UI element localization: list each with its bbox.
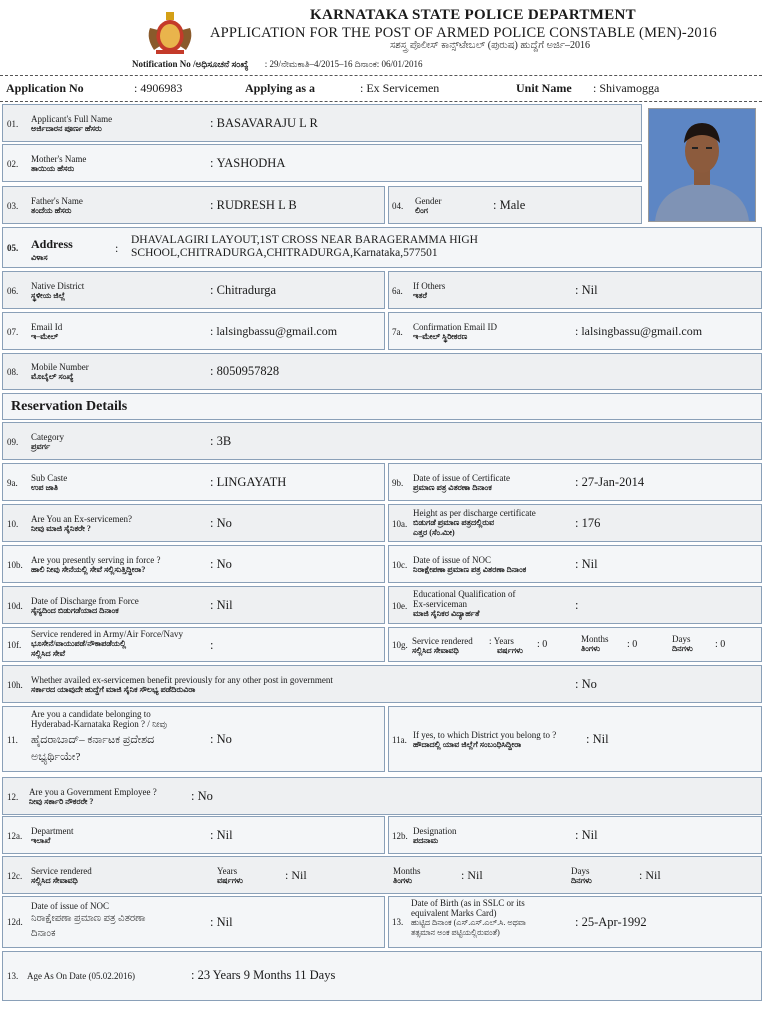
hk-district-value: : Nil (586, 732, 609, 746)
field-label (31, 114, 112, 134)
field-label-kn: ಹಾಲಿ ನೀವು ಸೇನೆಯಲ್ಲಿ ಸೇವೆ ಸಲ್ಲಿಸುತ್ತಿದ್ದೀರಾ? (31, 565, 146, 574)
divider (0, 101, 762, 102)
field-label-kn: ತಂದೆಯ ಹೆಸರು (31, 206, 72, 215)
applicant-name-value: : BASAVARAJU L R (210, 116, 318, 130)
field-label-kn: ಎತ್ತರ (ಸೆಂ.ಮೀ) (413, 528, 455, 537)
email-value: : lalsingbassu@gmail.com (210, 324, 338, 338)
unit-name-label: Unit Name (516, 81, 572, 95)
field-label-en: Gender (415, 196, 442, 206)
if-others-value: : Nil (575, 283, 598, 297)
months: 0 (632, 639, 638, 650)
field-row-mobile (2, 353, 762, 390)
field-label-kn-block (31, 911, 146, 941)
if-others: Nil (581, 283, 598, 297)
mother-name-value: : YASHODHA (210, 156, 286, 170)
field-row-address (2, 227, 762, 268)
field-label (29, 787, 157, 807)
field-label-kn: ನೀವು ಸರ್ಕಾರಿ ನೌಕರರೇ ? (29, 797, 94, 806)
availed-benefit: No (581, 677, 597, 691)
days-label (571, 866, 592, 886)
field-label (31, 629, 183, 659)
field-row-gender (388, 186, 642, 224)
sub-caste: LINGAYATH (216, 475, 287, 489)
days-label (672, 634, 693, 654)
years-value: : 0 (537, 639, 548, 650)
field-number: 08. (7, 367, 19, 377)
field-label (31, 596, 139, 616)
field-row-native-district (2, 271, 385, 309)
field-label (31, 866, 92, 886)
field-number: 11a. (392, 735, 407, 745)
field-number: 05. (7, 243, 19, 253)
govt-months: Nil (467, 868, 483, 882)
confirm-email-value: : lalsingbassu@gmail.com (575, 324, 703, 338)
field-row-mother-name (2, 144, 642, 182)
hyderabad-karnataka: No (216, 732, 232, 746)
field-number: 01. (7, 119, 19, 129)
field-number: 03. (7, 201, 19, 211)
discharge-date-value: : Nil (210, 598, 233, 612)
field-label-en: Designation (413, 826, 457, 836)
days: 0 (720, 639, 726, 650)
availed-benefit-value: : No (575, 677, 597, 691)
field-label-kn: ಅಭ್ಯರ್ಥಿಯೇ? (31, 751, 81, 763)
designation-value: : Nil (575, 828, 598, 842)
notification-value: : 29/ನೇಮಕಾತಿ–4/2015–16 ದಿನಾಂಕ: 06/01/2016 (264, 59, 423, 69)
days-value: : 0 (715, 639, 726, 650)
application-title: APPLICATION FOR THE POST OF ARMED POLICE CONSTABLE (MEN)-2016 (210, 25, 717, 41)
native-district: Chitradurga (216, 283, 277, 297)
field-label-kn: ನೀವು ಮಾಜಿ ಸೈನಿಕರೇ ? (31, 524, 91, 533)
govt-years-value: : Nil (285, 868, 307, 882)
field-label-en: Are you presently serving in force ? (31, 555, 161, 565)
field-label-kn: ತತ್ಸಮಾನ ಅಂಕ ಪಟ್ಟಿಯಲ್ಲಿರುವಂತೆ) (411, 928, 500, 937)
field-label (31, 154, 86, 174)
field-row-govt-service (2, 856, 762, 894)
field-label (31, 555, 160, 575)
application-title-kannada: ಸಶಸ್ತ್ರ ಪೊಲೀಸ್ ಕಾನ್ಸ್‌ಟೇಬಲ್ (ಪುರುಷ) ಹುದ್ದೆಗೆ ಅರ್ಜಿ–2016 (389, 40, 591, 51)
field-row-availed-benefit (2, 665, 762, 703)
notification-line (132, 59, 652, 70)
height: 176 (581, 516, 601, 530)
certificate-date: 27-Jan-2014 (581, 475, 645, 489)
application-no-label: Application No (6, 81, 84, 95)
discharge-date: Nil (216, 598, 233, 612)
field-number: 10b. (7, 560, 23, 570)
field-label (411, 898, 526, 938)
field-label (31, 322, 62, 342)
field-label-en: Applicant's Full Name (31, 114, 113, 124)
field-row-certificate-date (388, 463, 762, 501)
karnataka-emblem-icon (144, 8, 196, 56)
days-label-kn: ದಿನಗಳು (571, 876, 592, 885)
years-label-kn: ವರ್ಷಗಳು (497, 646, 523, 655)
field-label (31, 901, 109, 911)
field-row-if-others (388, 271, 762, 309)
field-row-confirm-email (388, 312, 762, 350)
field-row-email (2, 312, 385, 350)
field-label-en: Date of issue of NOC (413, 555, 491, 565)
govt-days: Nil (645, 868, 661, 882)
field-label (31, 473, 67, 493)
field-label-en: Confirmation Email ID (413, 322, 497, 332)
field-label (413, 730, 556, 750)
months-label-en: Months (581, 634, 609, 644)
reservation-section-header (2, 393, 762, 420)
hk-district: Nil (592, 732, 609, 746)
field-label-en: Whether availed ex-servicemen benefit previously for any other post in government (31, 675, 333, 685)
field-row-designation (388, 816, 762, 854)
address-line-2: SCHOOL,CHITRADURGA,CHITRADURGA,Karnataka,577501 (131, 247, 438, 259)
field-number: 13. (392, 917, 404, 927)
field-label (31, 362, 89, 382)
field-number: 12c. (7, 871, 23, 881)
field-label-kn: ಇ–ಮೇಲ್ ಸ್ಥಿರೀಕರಣ (413, 332, 468, 341)
years-label: : Years ವರ್ಷಗಳು (489, 636, 523, 655)
field-number: 10a. (392, 519, 408, 529)
field-number: 12d. (7, 917, 23, 927)
field-label-kn: ಪ್ರಮಾಣ ಪತ್ರ ವಿತರಣಾ ದಿನಾಂಕ (413, 483, 492, 492)
months-label (581, 634, 609, 654)
field-number: 13. (7, 971, 19, 981)
field-number: 04. (392, 201, 404, 211)
field-number: 10g. (392, 640, 408, 650)
field-row-hk-district (388, 706, 762, 772)
unit-name-value: : Shivamogga (593, 81, 660, 95)
presently-serving-value: : No (210, 557, 232, 571)
native-district-value: : Chitradurga (210, 283, 277, 297)
field-number: 9b. (392, 478, 404, 488)
field-label-en: Date of Discharge from Force (31, 596, 139, 606)
govt-employee: No (197, 789, 213, 803)
field-label-en: Father's Name (31, 196, 83, 206)
field-label (31, 196, 83, 216)
field-number: 10c. (392, 560, 408, 570)
govt-employee-value: : No (191, 789, 213, 803)
applying-as-value: : Ex Servicemen (360, 81, 440, 95)
address-line-1: DHAVALAGIRI LAYOUT,1ST CROSS NEAR BARAGERAMMA HIGH (131, 234, 478, 246)
field-number: 10f. (7, 640, 22, 650)
days-label-kn: ದಿನಗಳು (672, 644, 693, 653)
field-number: 06. (7, 286, 19, 296)
applicant-name: BASAVARAJU L R (216, 116, 318, 130)
designation: Nil (581, 828, 598, 842)
field-row-ex-servicemen (2, 504, 385, 542)
govt-months-value: : Nil (461, 868, 483, 882)
field-label-kn-block (31, 732, 154, 766)
field-label (413, 281, 445, 301)
field-label-en: Are You an Ex-servicemen? (31, 514, 132, 524)
field-row-age (2, 951, 762, 1001)
field-label-kn: ಮಾಜಿ ಸೈನಿಕರ ವಿದ್ಯಾರ್ಹತೆ (413, 609, 480, 618)
field-label-kn: ವಿಳಾಸ (31, 253, 48, 262)
field-label-kn: ಸರ್ಕಾರದ ಯಾವುದೇ ಹುದ್ದೆಗೆ ಮಾಜಿ ಸೈನಿಕ ಸೌಲಭ್ಯ ಪಡೆದಿರುವಿರಾ (31, 685, 196, 694)
field-row-sub-caste (2, 463, 385, 501)
field-row-discharge-date (2, 586, 385, 624)
field-label (31, 238, 73, 264)
ex-servicemen-value: : No (210, 516, 232, 530)
field-label-en: Date of issue of Certificate (413, 473, 510, 483)
field-label-en: Department (31, 826, 74, 836)
field-label (31, 514, 132, 534)
field-label-en: Service rendered (412, 636, 473, 646)
education-value: : (575, 598, 582, 612)
field-label (31, 675, 333, 695)
field-label-en: Educational Qualification of (413, 589, 516, 599)
field-label-en: If Others (413, 281, 446, 291)
field-label (413, 508, 536, 538)
field-label-kn: ನಿರಾಕ್ಷೇಪಣಾ ಪ್ರಮಾಣ ಪತ್ರ ವಿತರಣಾ ದಿನಾಂಕ (413, 565, 527, 574)
height-value: : 176 (575, 516, 601, 530)
field-label-kn: ತಾಯಿಯ ಹೆಸರು (31, 164, 75, 173)
father-name-value: : RUDRESH L B (210, 198, 297, 212)
field-row-applicant-name (2, 104, 642, 142)
years-label-en: Years (493, 636, 514, 646)
field-label-kn: ಸೈನ್ಯದಿಂದ ಬಿಡುಗಡೆಯಾದ ದಿನಾಂಕ (31, 606, 119, 615)
field-label-kn: ಸ್ಥಳೀಯ ಜಿಲ್ಲೆ (31, 291, 66, 300)
field-label-kn: ಉಪ ಜಾತಿ (31, 483, 58, 492)
field-label-kn: ಇತರೆ (413, 291, 427, 300)
field-label-kn: ಬಿಡುಗಡೆ ಪ್ರಮಾಣ ಪತ್ರದಲ್ಲಿರುವ (413, 518, 495, 527)
field-label-kn: ಲಿಂಗ (415, 206, 428, 215)
field-number: 07. (7, 327, 19, 337)
confirm-email: lalsingbassu@gmail.com (581, 324, 703, 338)
years-label-kn: ವರ್ಷಗಳು (217, 876, 243, 885)
field-label-en: If yes, to which District you belong to ? (413, 730, 557, 740)
ex-servicemen: No (216, 516, 232, 530)
field-label-en: Category (31, 432, 64, 442)
field-number: 12a. (7, 831, 23, 841)
field-label (413, 322, 497, 342)
presently-serving: No (216, 557, 232, 571)
field-label-kn: ಪದನಾಮ (413, 836, 439, 845)
field-row-presently-serving (2, 545, 385, 583)
field-row-service-rendered (388, 627, 762, 662)
noc-date: Nil (581, 557, 598, 571)
field-label-kn: ಭೂಸೇನೆ/ವಾಯುಪಡೆ/ನೌಕಾಪಡೆಯಲ್ಲಿ (31, 639, 127, 648)
field-label-en: Ex-serviceman (413, 599, 467, 609)
field-label-kn: ಹೌದಾದಲ್ಲಿ ಯಾವ ಜಿಲ್ಲೆಗೆ ಸಂಬಂಧಿಸಿದ್ದೀರಾ (413, 740, 522, 749)
section-title: Reservation Details (11, 399, 128, 414)
months-label-kn: ತಿಂಗಳು (393, 876, 412, 885)
field-label (412, 636, 473, 656)
gender-value: : Male (493, 198, 526, 212)
field-label: Age As On Date (05.02.2016) (27, 971, 135, 981)
email: lalsingbassu@gmail.com (216, 324, 338, 338)
field-row-govt-noc-date (2, 896, 385, 948)
field-label-en: Service rendered in Army/Air Force/Navy (31, 629, 183, 639)
field-label-en: Are you a Government Employee ? (29, 787, 157, 797)
field-row-category (2, 422, 762, 460)
applying-as-label: Applying as a (245, 81, 316, 95)
days-label-en: Days (672, 634, 691, 644)
department-name: KARNATAKA STATE POLICE DEPARTMENT (310, 7, 636, 23)
mobile-value: : 8050957828 (210, 364, 280, 378)
field-row-department (2, 816, 385, 854)
category-value: : 3B (210, 434, 232, 448)
divider (0, 75, 762, 76)
age-value: : 23 Years 9 Months 11 Days (191, 968, 336, 982)
field-label-en: Mother's Name (31, 154, 87, 164)
colon: : (115, 241, 119, 255)
days-label-en: Days (571, 866, 590, 876)
hyderabad-karnataka-value: : No (210, 732, 232, 746)
govt-years: Nil (291, 868, 307, 882)
months-value: : 0 (627, 639, 638, 650)
sub-caste-value: : LINGAYATH (210, 475, 287, 489)
field-label-kn: ಅರ್ಜಿದಾರನ ಪೂರ್ಣ ಹೆಸರು (31, 124, 102, 133)
field-label-en: Sub Caste (31, 473, 68, 483)
field-label-kn: ಪ್ರವರ್ಗ (31, 442, 51, 451)
application-no-value: : 4906983 (134, 81, 183, 95)
gender: Male (499, 198, 526, 212)
field-row-height (388, 504, 762, 542)
months-label (393, 866, 421, 886)
field-label-kn: ಇಲಾಖೆ (31, 836, 51, 845)
years-label (217, 866, 243, 886)
field-label-kn: ಇ–ಮೇಲ್ (31, 332, 59, 341)
field-label (31, 432, 64, 452)
field-label-en: Date of Birth (as in SSLC or its (411, 898, 525, 908)
field-label-kn: ಹುಟ್ಟಿದ ದಿನಾಂಕ (ಎಸ್.ಎಸ್.ಎಲ್.ಸಿ. ಅಥವಾ (411, 918, 526, 927)
years-label-en: Years (217, 866, 238, 876)
field-label-en: Height as per discharge certificate (413, 508, 536, 518)
certificate-date-value: : 27-Jan-2014 (575, 475, 645, 489)
page-header (0, 0, 768, 76)
field-row-hyderabad-karnataka (2, 706, 385, 772)
application-info-line (0, 78, 762, 100)
field-label-en: Email Id (31, 322, 63, 332)
field-label-kn: ಸಲ್ಲಿಸಿದ ಸೇವಾವಧಿ (412, 646, 459, 655)
service-army-value: : (210, 638, 217, 652)
mother-name: YASHODHA (216, 156, 286, 170)
category: 3B (216, 434, 232, 448)
field-label-en: Native District (31, 281, 85, 291)
field-row-father-name (2, 186, 385, 224)
field-label (415, 196, 442, 216)
applicant-photo (648, 108, 756, 222)
field-number: 10h. (7, 680, 23, 690)
field-label-kn: ಸಲ್ಲಿಸಿದ ಸೇವೆ (31, 649, 66, 658)
field-label-en: Are you a candidate belonging to (31, 709, 151, 719)
govt-days-value: : Nil (639, 868, 661, 882)
field-number: 10e. (392, 601, 408, 611)
govt-noc-date: Nil (216, 915, 233, 929)
field-number: 11. (7, 735, 18, 745)
field-row-date-of-birth (388, 896, 762, 948)
field-number: 6a. (392, 286, 403, 296)
field-label-en: Service rendered (31, 866, 92, 876)
months-label-kn: ತಿಂಗಳು (581, 644, 600, 653)
months-label-en: Months (393, 866, 421, 876)
field-label-kn: ಹೈದರಾಬಾದ್– ಕರ್ನಾಟಕ ಪ್ರದೇಶದ (31, 734, 155, 746)
govt-noc-date-value: : Nil (210, 915, 233, 929)
noc-date-value: : Nil (575, 557, 598, 571)
field-label (413, 826, 457, 846)
age: 23 Years 9 Months 11 Days (197, 968, 336, 982)
date-of-birth: 25-Apr-1992 (581, 915, 647, 929)
field-label-kn: ನಿರಾಕ್ಷೇಪಣಾ ಪ್ರಮಾಣ ಪತ್ರ ವಿತರಣಾ (31, 913, 146, 924)
father-name: RUDRESH L B (216, 198, 297, 212)
department: Nil (216, 828, 233, 842)
field-label (413, 555, 526, 575)
field-number: 12b. (392, 831, 408, 841)
field-number: 7a. (392, 327, 403, 337)
applicant-photo-icon (649, 109, 755, 221)
field-label-kn: ಮೊಬೈಲ್ ಸಂಖ್ಯೆ (31, 372, 74, 381)
field-label-en: Mobile Number (31, 362, 89, 372)
field-number: 02. (7, 159, 19, 169)
field-label-en: Date of issue of NOC (31, 901, 109, 911)
field-number: 9a. (7, 478, 18, 488)
field-number: 10. (7, 519, 19, 529)
field-number: 12. (7, 792, 19, 802)
field-number: 10d. (7, 601, 23, 611)
field-label (413, 589, 515, 619)
field-label-en: equivalent Marks Card) (411, 908, 497, 918)
date-of-birth-value: : 25-Apr-1992 (575, 915, 647, 929)
years: 0 (542, 639, 548, 650)
field-label (31, 826, 73, 846)
field-row-noc-date (388, 545, 762, 583)
field-label (31, 709, 167, 729)
field-row-service-army (2, 627, 385, 662)
mobile-number: 8050957828 (216, 364, 280, 378)
field-label (31, 281, 84, 301)
field-label (413, 473, 510, 493)
field-label-en: Address (31, 237, 73, 251)
field-label-kn: ಸಲ್ಲಿಸಿದ ಸೇವಾವಧಿ (31, 876, 78, 885)
field-row-govt-employee (2, 777, 762, 815)
notification-label: Notification No /ಅಧಿಸೂಚನೆ ಸಂಖ್ಯೆ (132, 59, 249, 69)
field-label-en: Hyderabad-Karnataka Region ? / ನೀವು (31, 719, 167, 729)
field-number: 09. (7, 437, 19, 447)
field-label-kn: ದಿನಾಂಕ (31, 928, 56, 939)
department-value: : Nil (210, 828, 233, 842)
field-row-education (388, 586, 762, 624)
